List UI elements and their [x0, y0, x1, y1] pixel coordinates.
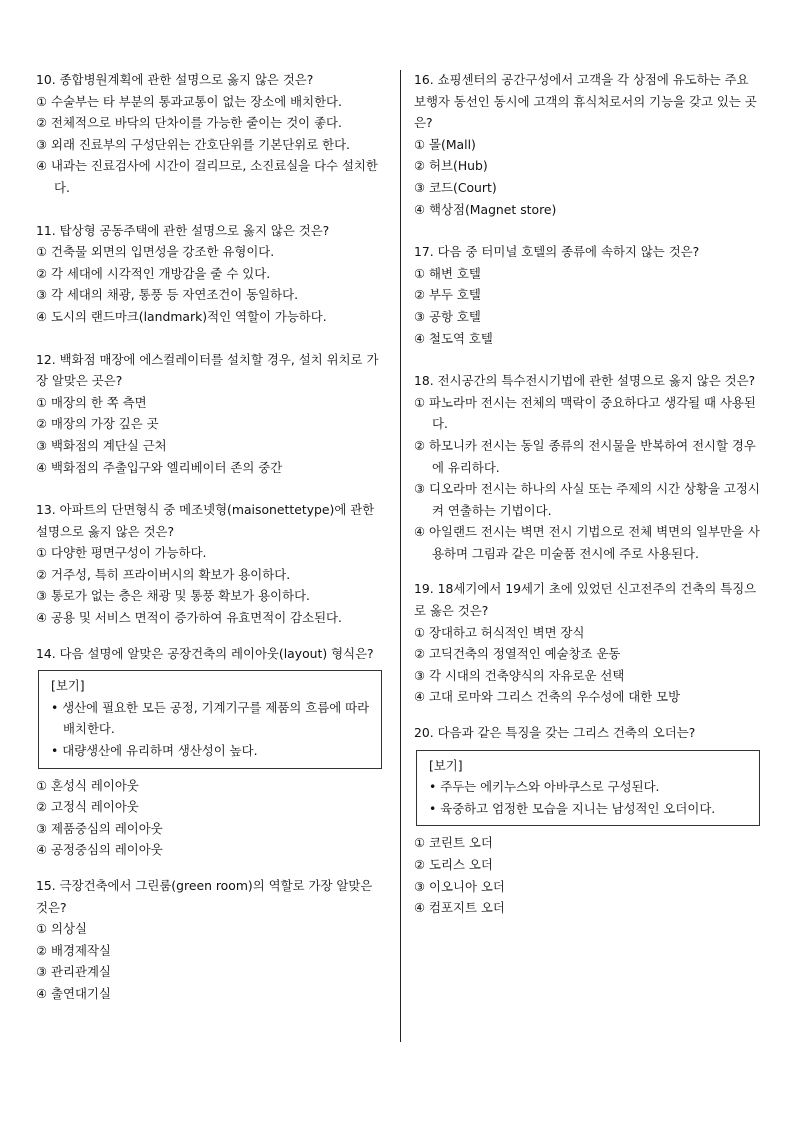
option-2[interactable]: ② 도리스 오더 — [414, 857, 493, 872]
example-item: • 대량생산에 유리하며 생산성이 높다. — [51, 743, 258, 759]
option-2[interactable]: ② 거주성, 특히 프라이버시의 확보가 용이하다. — [36, 566, 291, 582]
option-2[interactable]: ② 고딕건축의 정열적인 예술창조 운동 — [414, 646, 621, 662]
question-title: 15. 극장건축에서 그린룸(green room)의 역할로 가장 알맞은 것은? — [36, 878, 373, 915]
option-4[interactable]: ④ 철도역 호텔 — [414, 330, 493, 346]
option-1[interactable]: ① 코린트 오더 — [414, 835, 493, 851]
question-title: 14. 다음 설명에 알맞은 공장건축의 레이아웃(layout) 형식은? — [36, 645, 374, 661]
option-3[interactable]: ③ 코드(Court) — [414, 179, 497, 195]
option-3[interactable]: ③ 외래 진료부의 구성단위는 간호단위를 기본단위로 한다. — [36, 136, 350, 152]
option-4[interactable]: ④ 공정중심의 레이아웃 — [36, 842, 163, 858]
option-3[interactable]: ③ 통로가 없는 층은 채광 및 통풍 확보가 용이하다. — [36, 588, 310, 604]
example-item: • 육중하고 엄정한 모습을 지니는 남성적인 오더이다. — [429, 800, 716, 816]
option-1[interactable]: ① 몰(Mall) — [414, 136, 476, 152]
left-column — [36, 69, 386, 1005]
option-4[interactable]: ④ 핵상점(Magnet store) — [414, 201, 557, 217]
option-2[interactable]: ② 허브(Hub) — [414, 158, 488, 174]
question-title: 13. 아파트의 단면형식 중 메조넷형(maisonettetype)에 관한 설명으로 옳지 않은 것은? — [36, 502, 375, 539]
option-4[interactable]: ④ 컴포지트 오더 — [414, 900, 505, 916]
option-3[interactable]: ③ 이오니아 오더 — [414, 878, 505, 894]
question-10 — [36, 69, 386, 199]
column-divider — [400, 70, 401, 1042]
option-4[interactable]: ④ 고대 로마와 그리스 건축의 우수성에 대한 모방 — [414, 689, 681, 705]
question-16 — [414, 69, 764, 220]
option-3[interactable]: ③ 디오라마 전시는 하나의 사실 또는 주제의 시간 상황을 고정시켜 연출하는 기법이다. — [414, 481, 760, 518]
option-2[interactable]: ② 하모니카 전시는 동일 종류의 전시물을 반복하여 전시할 경우에 유리하다. — [414, 437, 756, 475]
example-box-title: [보기] — [51, 678, 85, 694]
question-title: 12. 백화점 매장에 에스컬레이터를 설치할 경우, 설치 위치로 가장 알맞은 곳은? — [36, 351, 379, 389]
example-item: • 주두는 에키누스와 아바쿠스로 구성된다. — [429, 779, 660, 795]
option-1[interactable]: ① 수술부는 타 부분의 통과교통이 없는 장소에 배치한다. — [36, 93, 342, 109]
option-1[interactable]: ① 매장의 한 쪽 측면 — [36, 394, 147, 410]
question-title: 11. 탑상형 공동주택에 관한 설명으로 옳지 않은 것은? — [36, 222, 330, 238]
option-1[interactable]: ① 장대하고 허식적인 벽면 장식 — [414, 624, 585, 640]
question-12 — [36, 349, 386, 479]
option-3[interactable]: ③ 제품중심의 레이아웃 — [36, 820, 163, 836]
question-15 — [36, 875, 386, 1005]
option-1[interactable]: ① 혼성식 레이아웃 — [36, 777, 139, 793]
option-2[interactable]: ② 부두 호텔 — [414, 287, 481, 303]
option-4[interactable]: ④ 도시의 랜드마크(landmark)적인 역할이 가능하다. — [36, 308, 327, 324]
example-box — [38, 670, 382, 768]
option-2[interactable]: ② 전체적으로 바닥의 단차이를 가능한 줄이는 것이 좋다. — [36, 115, 342, 131]
option-2[interactable]: ② 각 세대에 시각적인 개방감을 줄 수 있다. — [36, 265, 271, 281]
option-1[interactable]: ① 파노라마 전시는 전체의 맥락이 중요하다고 생각될 때 사용된다. — [414, 394, 756, 432]
question-title: 20. 다음과 같은 특징을 갖는 그리스 건축의 오더는? — [414, 725, 696, 741]
option-3[interactable]: ③ 각 시대의 건축양식의 자유로운 선택 — [414, 667, 625, 683]
example-item: • 생산에 필요한 모든 공정, 기계기구를 제품의 흐름에 따라 배치한다. — [51, 699, 370, 737]
option-2[interactable]: ② 배경제작실 — [36, 942, 111, 958]
example-box-title: [보기] — [429, 757, 463, 773]
option-1[interactable]: ① 해변 호텔 — [414, 265, 481, 281]
option-4[interactable]: ④ 출연대기실 — [36, 985, 111, 1001]
option-4[interactable]: ④ 백화점의 주출입구와 엘리베이터 존의 중간 — [36, 459, 283, 475]
option-3[interactable]: ③ 각 세대의 채광, 통풍 등 자연조건이 동일하다. — [36, 287, 299, 303]
question-title: 16. 쇼핑센터의 공간구성에서 고객을 각 상점에 유도하는 주요 보행자 동선인 동시에 고객의 휴식처로서의 기능을 갖고 있는 곳은? — [414, 72, 757, 131]
question-19 — [414, 578, 764, 708]
question-title: 17. 다음 중 터미널 호텔의 종류에 속하지 않는 것은? — [414, 244, 700, 260]
question-14 — [36, 643, 386, 861]
question-17 — [414, 241, 764, 349]
question-11 — [36, 220, 386, 328]
option-1[interactable]: ① 건축물 외면의 입면성을 강조한 유형이다. — [36, 244, 275, 260]
question-13 — [36, 499, 386, 629]
option-2[interactable]: ② 매장의 가장 깊은 곳 — [36, 416, 159, 432]
question-title: 18. 전시공간의 특수전시기법에 관한 설명으로 옳지 않은 것은? — [414, 373, 756, 389]
right-column — [414, 69, 764, 919]
example-box — [416, 750, 760, 827]
option-4[interactable]: ④ 공용 및 서비스 면적이 증가하여 유효면적이 감소된다. — [36, 610, 342, 626]
option-3[interactable]: ③ 관리관계실 — [36, 964, 111, 980]
option-1[interactable]: ① 의상실 — [36, 921, 87, 937]
option-1[interactable]: ① 다양한 평면구성이 가능하다. — [36, 545, 207, 561]
option-4[interactable]: ④ 아일랜드 전시는 벽면 전시 기법으로 전체 벽면의 일부만을 사용하며 그림과 같은 미술품 전시에 주로 사용된다. — [414, 524, 760, 561]
question-title: 19. 18세기에서 19세기 초에 있었던 신고전주의 건축의 특징으로 옳은 것은? — [414, 581, 757, 619]
question-title: 10. 종합병원계획에 관한 설명으로 옳지 않은 것은? — [36, 72, 314, 87]
option-2[interactable]: ② 고정식 레이아웃 — [36, 799, 139, 815]
question-20 — [414, 722, 764, 919]
option-4[interactable]: ④ 내과는 진료검사에 시간이 걸리므로, 소진료실을 다수 설치한다. — [36, 158, 378, 195]
question-18 — [414, 370, 764, 564]
option-3[interactable]: ③ 백화점의 계단실 근처 — [36, 437, 167, 453]
option-3[interactable]: ③ 공항 호텔 — [414, 308, 481, 324]
